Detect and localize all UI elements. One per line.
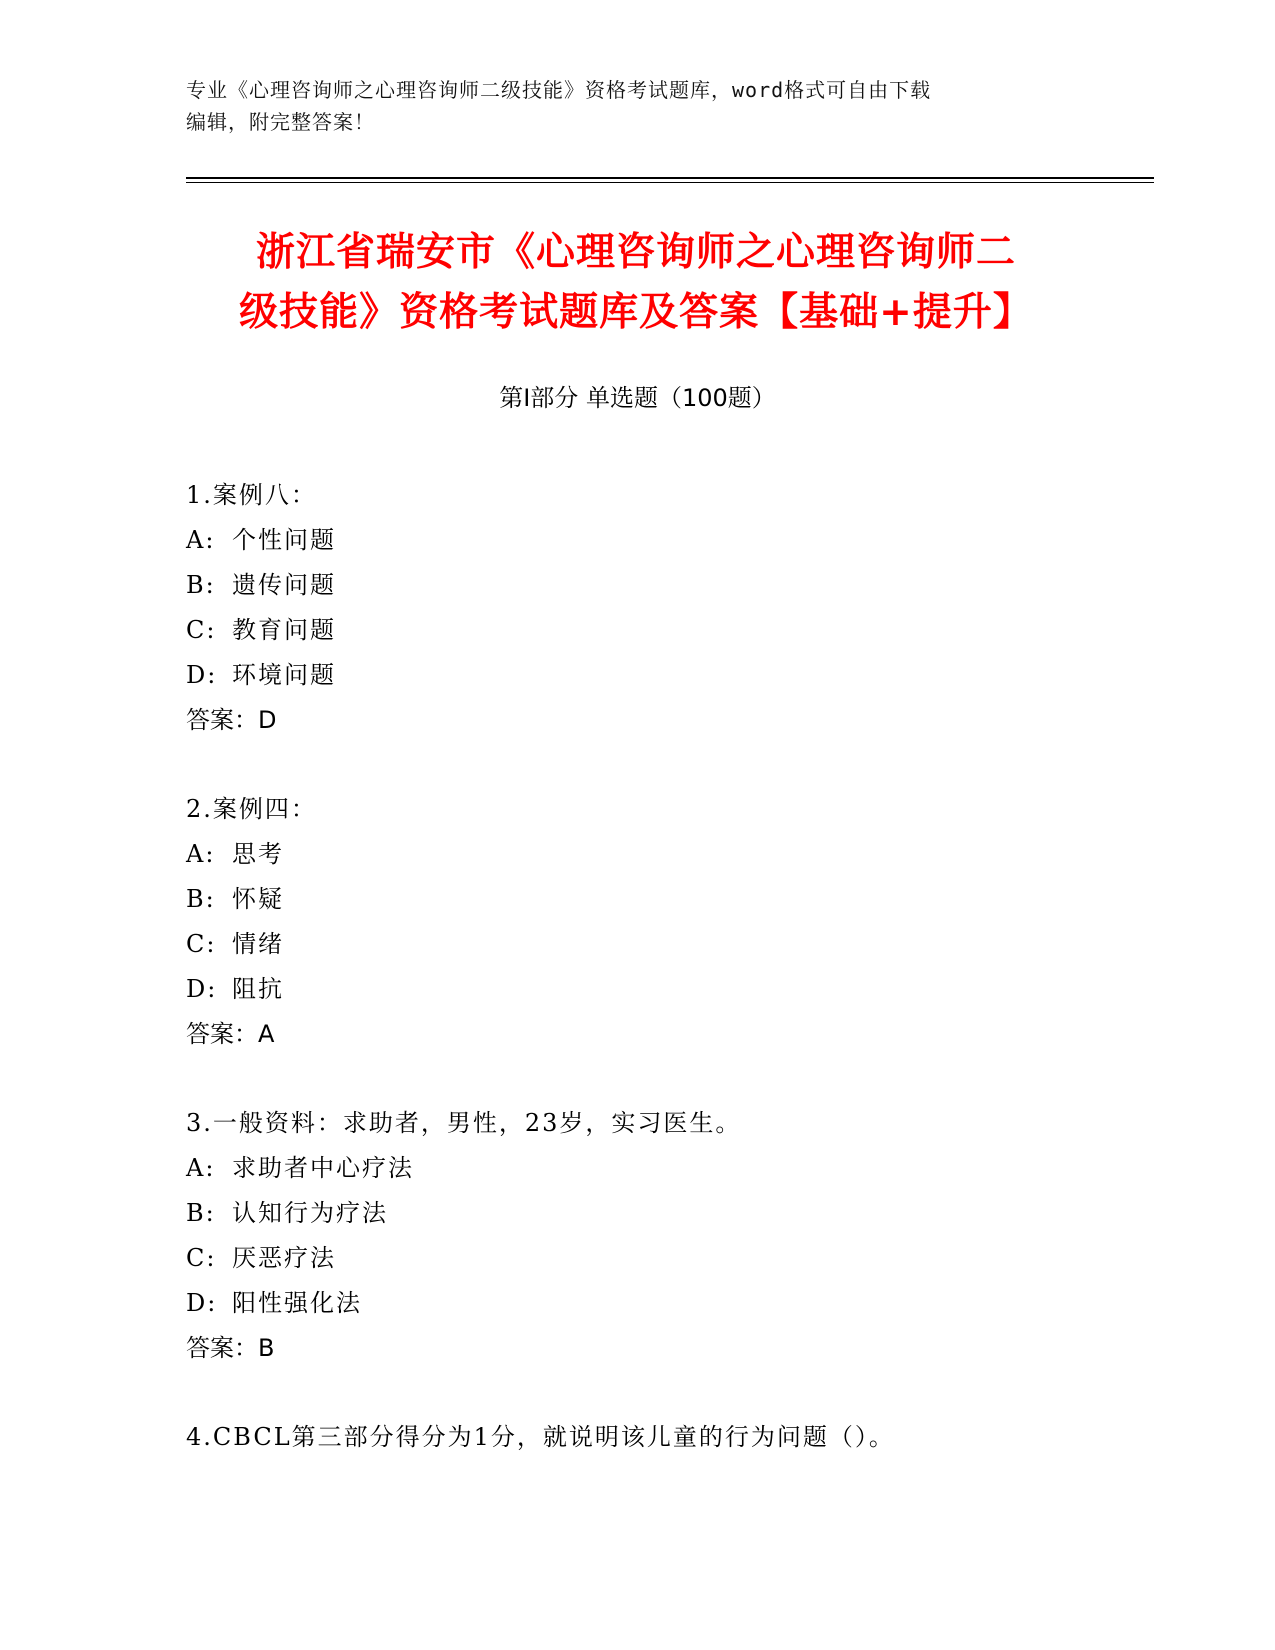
question-stem: 1.案例八： — [186, 481, 317, 509]
option-key: B: — [186, 885, 216, 913]
option-key: A: — [186, 526, 216, 554]
question-1 — [186, 473, 1146, 743]
option-b — [186, 563, 1146, 608]
option-text: 认知行为疗法 — [232, 1199, 388, 1227]
option-key: D: — [186, 1289, 218, 1317]
option-d — [186, 653, 1146, 698]
header-note-line-1: 专业《心理咨询师之心理咨询师二级技能》资格考试题库，word格式可自由下载 — [186, 78, 932, 102]
header-note — [186, 74, 1086, 138]
question-stem: 3.一般资料：求助者，男性，23岁，实习医生。 — [186, 1109, 742, 1137]
option-text: 求助者中心疗法 — [232, 1154, 414, 1182]
option-key: B: — [186, 571, 216, 599]
option-text: 阻抗 — [232, 975, 284, 1003]
section-heading: 第Ⅰ部分 单选题（100题） — [499, 384, 776, 412]
option-d — [186, 967, 1146, 1012]
option-key: C: — [186, 930, 217, 958]
answer-line: 答案：A — [186, 1020, 275, 1048]
question-stem: 4.CBCL第三部分得分为1分，就说明该儿童的行为问题（）。 — [186, 1423, 895, 1451]
option-d — [186, 1281, 1146, 1326]
option-key: C: — [186, 1244, 217, 1272]
option-text: 情绪 — [232, 930, 284, 958]
option-text: 遗传问题 — [232, 571, 336, 599]
option-key: A: — [186, 1154, 216, 1182]
question-list — [186, 473, 1146, 1504]
option-c — [186, 922, 1146, 967]
option-key: B: — [186, 1199, 216, 1227]
header-divider-thin — [186, 182, 1154, 183]
question-4 — [186, 1415, 1146, 1460]
option-c — [186, 1236, 1146, 1281]
answer-line: 答案：D — [186, 706, 277, 734]
option-a — [186, 832, 1146, 877]
option-text: 教育问题 — [232, 616, 336, 644]
option-c — [186, 608, 1146, 653]
question-2 — [186, 787, 1146, 1057]
option-a — [186, 518, 1146, 563]
option-text: 怀疑 — [232, 885, 284, 913]
option-key: D: — [186, 661, 218, 689]
option-text: 环境问题 — [232, 661, 336, 689]
question-3 — [186, 1101, 1146, 1371]
option-b — [186, 877, 1146, 922]
option-key: A: — [186, 840, 216, 868]
option-b — [186, 1191, 1146, 1236]
option-text: 思考 — [232, 840, 284, 868]
option-text: 阳性强化法 — [232, 1289, 362, 1317]
option-key: C: — [186, 616, 217, 644]
document-title — [186, 223, 1086, 343]
option-key: D: — [186, 975, 218, 1003]
header-note-line-2: 编辑，附完整答案！ — [186, 110, 375, 134]
option-a — [186, 1146, 1146, 1191]
header-divider-thick — [186, 177, 1154, 179]
answer-line: 答案：B — [186, 1334, 275, 1362]
option-text: 个性问题 — [232, 526, 336, 554]
document-title-line-2: 级技能》资格考试题库及答案【基础+提升】 — [239, 290, 1033, 335]
option-text: 厌恶疗法 — [232, 1244, 336, 1272]
document-title-line-1: 浙江省瑞安市《心理咨询师之心理咨询师二 — [255, 230, 1016, 275]
question-stem: 2.案例四： — [186, 795, 317, 823]
